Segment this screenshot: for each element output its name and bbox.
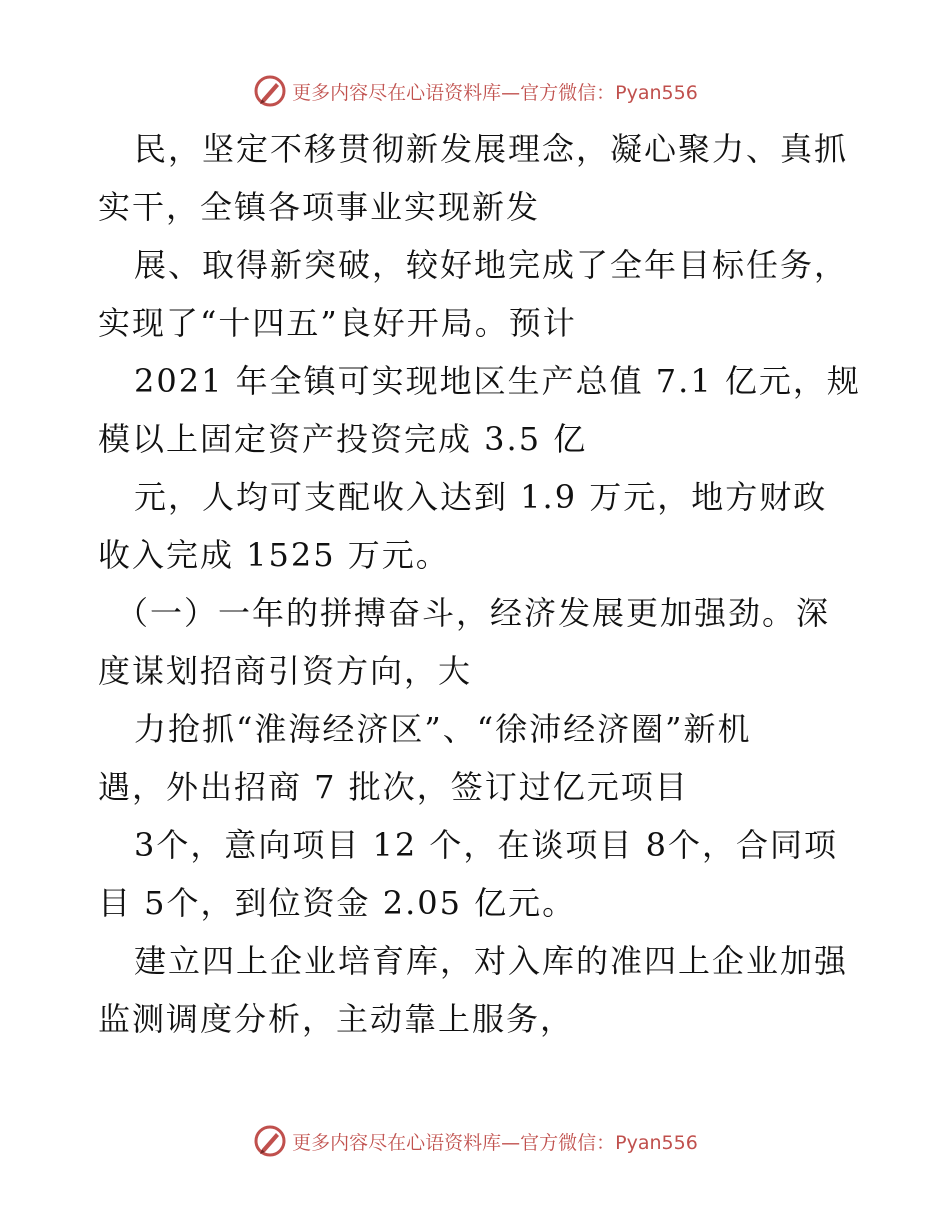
document-body <box>98 120 861 1048</box>
text-line: 度谋划招商引资方向，大 <box>98 652 473 690</box>
text-line: 收入完成 1525 万元。 <box>98 536 450 574</box>
text-line: 实干，全镇各项事业实现新发 <box>98 188 541 226</box>
text-line: 遇，外出招商 7 批次，签订过亿元项目 <box>98 768 689 806</box>
text-line: 力抢抓“淮海经济区”、“徐沛经济圈”新机 <box>134 710 752 748</box>
text-line: 实现了“十四五”良好开局。预计 <box>98 304 577 342</box>
text-line: 模以上固定资产投资完成 3.5 亿 <box>98 420 588 458</box>
text-line: 民，坚定不移贯彻新发展理念，凝心聚力、真抓 <box>134 130 849 168</box>
header-watermark <box>0 71 950 111</box>
text-line: 建立四上企业培育库，对入库的准四上企业加强 <box>134 942 849 980</box>
pen-circle-logo-icon <box>252 73 288 109</box>
text-line: 展、取得新突破，较好地完成了全年目标任务， <box>134 246 849 284</box>
section-heading-line: （一）一年的拼搏奋斗，经济发展更加强劲。深 <box>116 594 831 632</box>
text-line: 3个，意向项目 12 个，在谈项目 8个，合同项 <box>134 826 838 864</box>
pen-circle-logo-icon <box>252 1123 288 1159</box>
text-line: 目 5个，到位资金 2.05 亿元。 <box>98 884 577 922</box>
text-line: 元，人均可支配收入达到 1.9 万元，地方财政 <box>134 478 828 516</box>
watermark-text: 更多内容尽在心语资料库—官方微信：Pyan556 <box>292 81 698 104</box>
watermark-text: 更多内容尽在心语资料库—官方微信：Pyan556 <box>292 1131 698 1154</box>
footer-watermark <box>0 1121 950 1161</box>
text-line: 2021 年全镇可实现地区生产总值 7.1 亿元，规 <box>134 362 861 400</box>
text-line: 监测调度分析，主动靠上服务， <box>98 1000 575 1038</box>
